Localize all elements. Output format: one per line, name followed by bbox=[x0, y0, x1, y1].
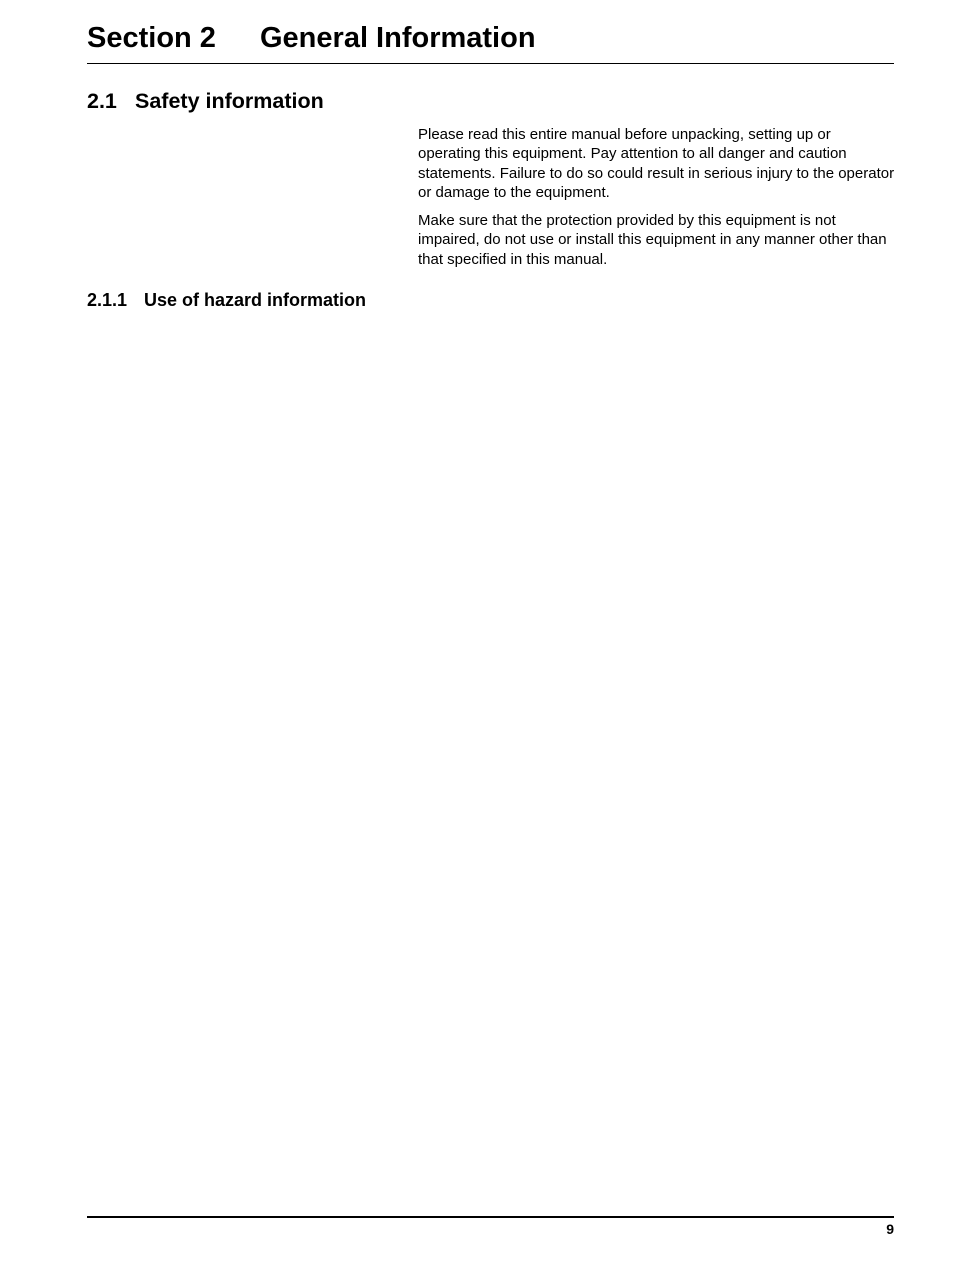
footer-divider bbox=[87, 1216, 894, 1218]
paragraph: Make sure that the protection provided by this equipment is not impaired, do not use or install this equipment in any manner other than that specified in this manual. bbox=[418, 212, 887, 268]
section-header bbox=[87, 19, 894, 64]
body-text bbox=[418, 125, 896, 278]
subsection-title: Safety information bbox=[135, 89, 324, 113]
section-title: General Information bbox=[260, 22, 536, 54]
section-number: Section 2 bbox=[87, 22, 216, 54]
subsubsection-heading bbox=[87, 288, 366, 312]
subsection-number: 2.1 bbox=[87, 89, 117, 113]
paragraph: Please read this entire manual before unpacking, setting up or operating this equipment. Pay attention to all danger and caution statements. Failure to do so could result in serious injury to the operator or damage to the equipment. bbox=[418, 126, 895, 201]
subsubsection-title: Use of hazard information bbox=[144, 290, 367, 310]
subsubsection-number: 2.1.1 bbox=[87, 290, 128, 310]
page-number: 9 bbox=[886, 1221, 894, 1237]
subsection-heading bbox=[87, 87, 324, 115]
